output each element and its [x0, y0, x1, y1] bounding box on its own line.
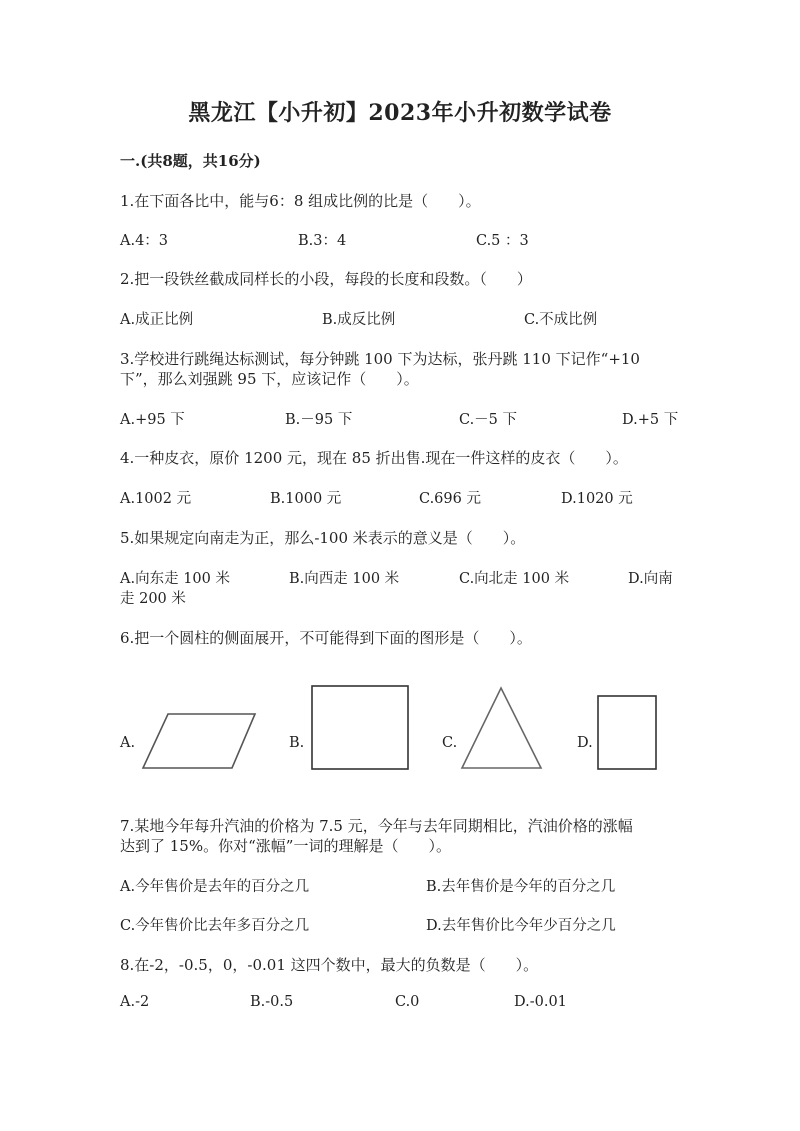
q2-option-b: B.成反比例	[322, 312, 396, 328]
question-6: 6.把一个圆柱的侧面展开，不可能得到下面的图形是（ ）。	[120, 629, 532, 647]
q4-option-b: B.1000 元	[270, 491, 342, 507]
q5-option-d: D.向南	[628, 571, 673, 587]
question-4: 4.一种皮衣，原价 1200 元，现在 85 折出售.现在一件这样的皮衣（ ）。	[120, 449, 628, 467]
q5-option-a: A.向东走 100 米	[120, 571, 230, 587]
q3-option-b: B.－95 下	[285, 412, 353, 428]
triangle-figure	[462, 688, 541, 768]
q3-option-c: C.－5 下	[459, 412, 518, 428]
q7-option-c: C.今年售价比去年多百分之几	[120, 918, 310, 934]
q8-option-b: B.-0.5	[250, 994, 294, 1010]
q2-option-c: C.不成比例	[524, 312, 598, 328]
q7-option-b: B.去年售价是今年的百分之几	[426, 879, 616, 895]
q7-option-d: D.去年售价比今年少百分之几	[426, 918, 616, 934]
q3-option-d: D.+5 下	[622, 412, 679, 428]
q1-option-c: C.5 ：3	[476, 233, 529, 249]
q3-option-a: A.+95 下	[120, 412, 185, 428]
q4-option-a: A.1002 元	[120, 491, 192, 507]
q6-option-c: C.	[442, 735, 458, 751]
question-1: 1.在下面各比中，能与6：8 组成比例的比是（ ）。	[120, 192, 481, 210]
q2-option-a: A.成正比例	[120, 312, 194, 328]
rectangle-figure	[598, 696, 656, 769]
question-3-line-2: 下”，那么刘强跳 95 下，应该记作（ ）。	[120, 370, 419, 388]
q8-option-d: D.-0.01	[514, 994, 567, 1010]
page-title: 黑龙江【小升初】2023年小升初数学试卷	[188, 100, 612, 126]
question-3-line-1: 3.学校进行跳绳达标测试，每分钟跳 100 下为达标，张丹跳 110 下记作“+10	[120, 350, 640, 368]
q6-option-d: D.	[577, 735, 593, 751]
question-8: 8.在-2，-0.5，0，-0.01 这四个数中，最大的负数是（ ）。	[120, 956, 539, 974]
parallelogram-figure	[143, 714, 255, 768]
q4-option-c: C.696 元	[419, 491, 481, 507]
q1-option-b: B.3：4	[298, 233, 347, 249]
q8-option-a: A.-2	[120, 994, 150, 1010]
q4-option-d: D.1020 元	[561, 491, 633, 507]
q1-option-a: A.4：3	[120, 233, 169, 249]
section-header: 一.(共8题，共16分)	[120, 152, 261, 170]
q5-option-b: B.向西走 100 米	[289, 571, 400, 587]
q5-option-c: C.向北走 100 米	[459, 571, 570, 587]
q6-option-b: B.	[289, 735, 305, 751]
question-2: 2.把一段铁丝截成同样长的小段，每段的长度和段数。（ ）	[120, 270, 532, 288]
q5-option-d-wrap: 走 200 米	[120, 591, 186, 607]
q7-option-a: A.今年售价是去年的百分之几	[120, 879, 310, 895]
q6-option-a: A.	[120, 735, 136, 751]
square-figure	[312, 686, 408, 769]
question-7-line-1: 7.某地今年每升汽油的价格为 7.5 元，今年与去年同期相比，汽油价格的涨幅	[120, 817, 633, 835]
question-7-line-2: 达到了 15%。你对“涨幅”一词的理解是（ ）。	[120, 837, 451, 855]
question-5: 5.如果规定向南走为正，那么-100 米表示的意义是（ ）。	[120, 529, 526, 547]
q8-option-c: C.0	[395, 994, 420, 1010]
